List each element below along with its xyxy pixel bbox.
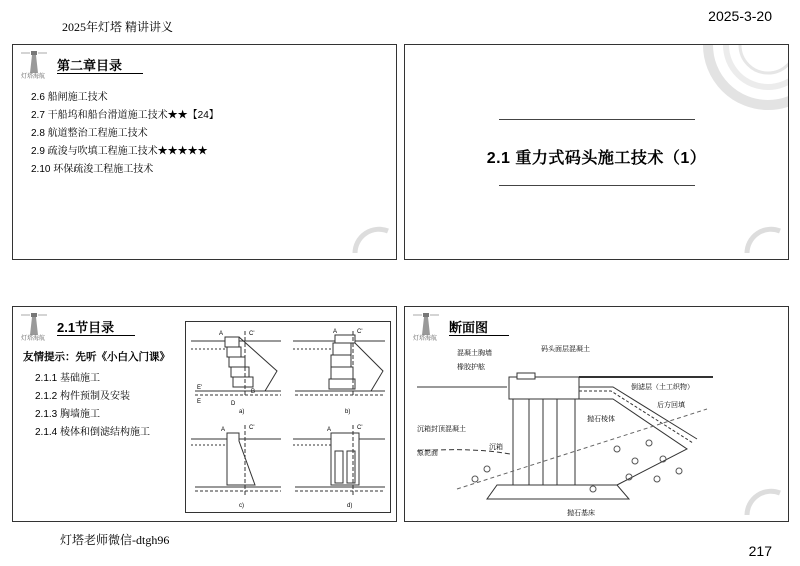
label-caisson: 沉箱: [489, 444, 503, 451]
toc-item: 2.1.4 棱体和倒滤结构施工: [35, 427, 151, 438]
decorative-corner-arc: [742, 225, 782, 255]
point-label: D: [231, 401, 236, 407]
slide-cross-section: [404, 306, 789, 522]
figure-label: c): [239, 503, 244, 509]
title-underline: [57, 73, 143, 74]
decorative-corner-arc: [742, 487, 782, 517]
slide-title: 断面图: [449, 320, 489, 335]
page-number: 217: [748, 543, 772, 559]
title-rule-top: [499, 119, 695, 120]
point-label: C': [249, 331, 255, 337]
point-label: E: [197, 399, 202, 405]
point-label: C': [357, 425, 363, 431]
slide-section-toc: [12, 306, 397, 522]
title-underline: [449, 335, 509, 336]
point-label: C': [357, 329, 363, 335]
point-label: A: [333, 329, 338, 335]
logo-text: 灯塔海航: [412, 336, 437, 342]
slide-chapter-toc: [12, 44, 397, 260]
title-underline: [57, 335, 135, 336]
label-seabed: 原泥面: [417, 450, 438, 457]
point-label: A: [327, 427, 332, 433]
label-rubble-prism: 抛石棱体: [587, 416, 615, 423]
label-filter-layer: 倒滤层（土工织物）: [631, 384, 694, 391]
label-caisson-cap: 沉箱封顶混凝土: [417, 426, 466, 433]
page-header-left: 2025年灯塔 精讲讲义: [62, 20, 174, 34]
gravity-wall-figure: [185, 321, 391, 513]
slide-title: 2.1节目录: [57, 320, 115, 335]
slide-section-title: [404, 44, 789, 260]
point-label: E': [197, 385, 203, 391]
title-rule-bottom: [499, 185, 695, 186]
toc-item: 2.9 疏浚与吹填工程施工技术★★★★★: [31, 146, 208, 157]
page-footer-left: 灯塔老师微信-dtgh96: [60, 533, 170, 547]
toc-item: 2.7 干船坞和船台滑道施工技术★★【24】: [31, 110, 219, 121]
label-crown-wall: 混凝土胸墙: [457, 350, 492, 357]
figure-c: [191, 425, 281, 509]
figure-d: [293, 425, 385, 509]
figure-label: a): [239, 409, 245, 415]
toc-item: 2.8 航道整治工程施工技术: [31, 128, 148, 139]
label-rubble-bed: 抛石基床: [567, 510, 595, 517]
figure-label: b): [345, 409, 351, 415]
logo-text: 灯塔海航: [20, 74, 45, 80]
decorative-corner-arc: [350, 225, 390, 255]
figure-label: d): [347, 503, 353, 509]
chapter-toc-list: [31, 89, 219, 179]
page-header-date: 2025-3-20: [708, 8, 772, 24]
label-deck-concrete: 码头面层混凝土: [541, 346, 590, 353]
toc-item: 2.10 环保疏浚工程施工技术: [31, 164, 154, 175]
figure-b: [293, 329, 385, 415]
slide-title: 第二章目录: [57, 58, 123, 73]
point-label: C': [249, 425, 255, 431]
section-title: 2.1 重力式码头施工技术（1）: [486, 150, 707, 167]
toc-item: 2.6 船闸施工技术: [31, 92, 108, 103]
toc-item: 2.1.3 胸墙施工: [35, 409, 101, 420]
figure-a: [191, 331, 281, 415]
decorative-gear-arc: [678, 45, 788, 115]
point-label: A: [219, 331, 224, 337]
logo-text: 灯塔海航: [20, 336, 45, 342]
point-label: B: [251, 389, 256, 395]
label-fender: 橡胶护舷: [457, 364, 485, 371]
toc-item: 2.1.1 基础施工: [35, 373, 101, 384]
point-label: A: [221, 427, 226, 433]
toc-item: 2.1.2 构件预制及安装: [35, 391, 131, 402]
label-backfill: 后方回填: [657, 402, 685, 409]
caisson-cross-section-diagram: [417, 339, 717, 519]
tip-text: 友情提示：先听《小白入门课》: [23, 351, 170, 363]
